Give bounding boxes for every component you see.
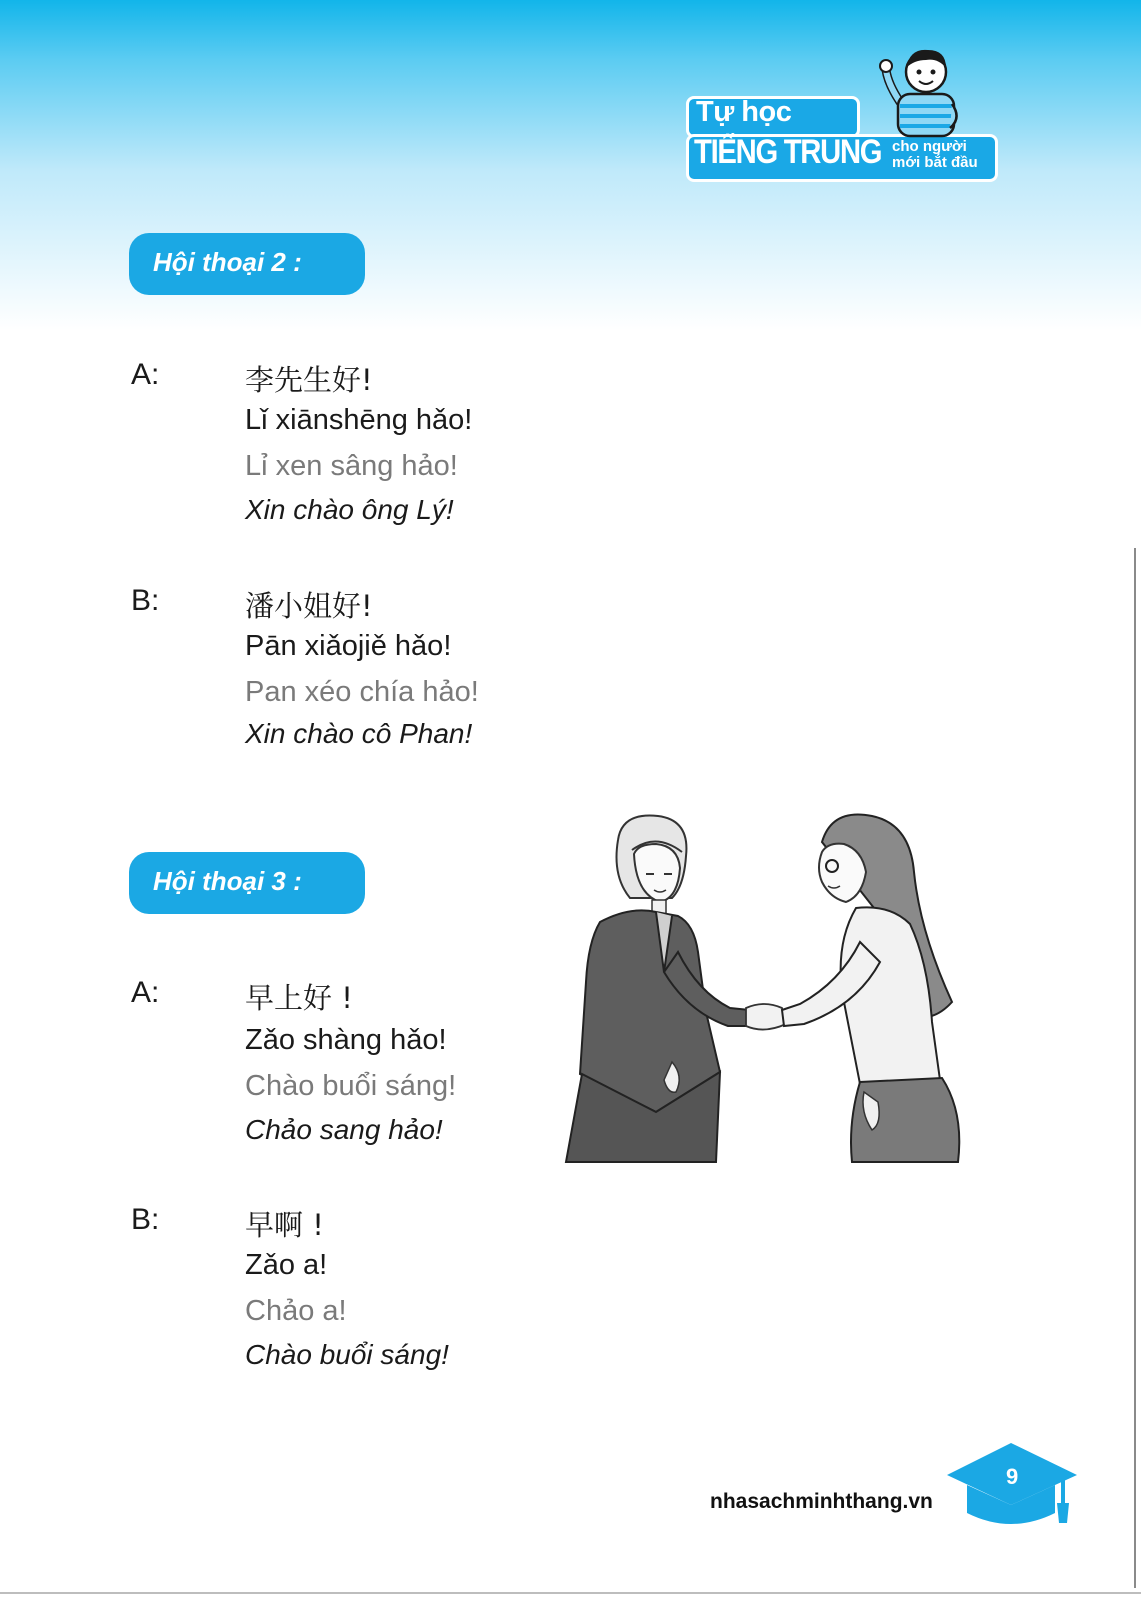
section-header-dialogue-3 [129,852,365,914]
pronunciation-line: Chào buổi sáng! [245,1070,457,1102]
handshake-illustration [560,812,980,1182]
translation-line: Chào buổi sáng! [245,1339,449,1370]
waving-boy-icon [874,40,984,140]
speaker-label: B: [131,584,160,617]
translation-line: Xin chào cô Phan! [245,718,473,749]
speaker-label: A: [131,358,160,391]
logo-line-2: TIẾNG TRUNG [694,133,882,171]
logo-subtitle-line-2: mới bắt đầu [892,154,978,171]
left-woman-figure [566,816,750,1163]
pinyin-line: Lǐ xiānshēng hǎo! [245,404,473,436]
pinyin-line: Zǎo shàng hǎo! [245,1024,447,1056]
translation-line: Chảo sang hảo! [245,1114,443,1145]
speaker-label: B: [131,1203,160,1236]
speaker-label: A: [131,976,160,1009]
page-edge-line [1134,548,1136,1588]
pronunciation-line: Chảo a! [245,1295,347,1327]
logo-line-1: Tự học [696,96,792,128]
page-number: 9 [1006,1464,1019,1489]
section-title: Hội thoại 3 : [153,866,302,896]
hanzi-line: 早啊 ! [245,1208,324,1242]
hanzi-line: 潘小姐好! [245,589,373,623]
section-header-dialogue-2 [129,233,365,295]
hanzi-line: 早上好 ! [245,981,353,1015]
logo-subtitle-line-1: cho người [892,138,967,155]
website-url: nhasachminhthang.vn [710,1490,933,1513]
hanzi-line: 李先生好! [245,363,373,397]
pinyin-line: Zǎo a! [245,1249,328,1281]
pinyin-line: Pān xiǎojiě hǎo! [245,630,452,662]
section-title: Hội thoại 2 : [153,247,302,277]
translation-line: Xin chào ông Lý! [245,494,454,525]
pronunciation-line: Lỉ xen sâng hảo! [245,450,458,482]
page-bottom-line [0,1592,1141,1594]
right-woman-figure [782,814,959,1162]
logo-subtitle [892,139,978,171]
pronunciation-line: Pan xéo chía hảo! [245,676,479,708]
book-logo [686,40,998,190]
